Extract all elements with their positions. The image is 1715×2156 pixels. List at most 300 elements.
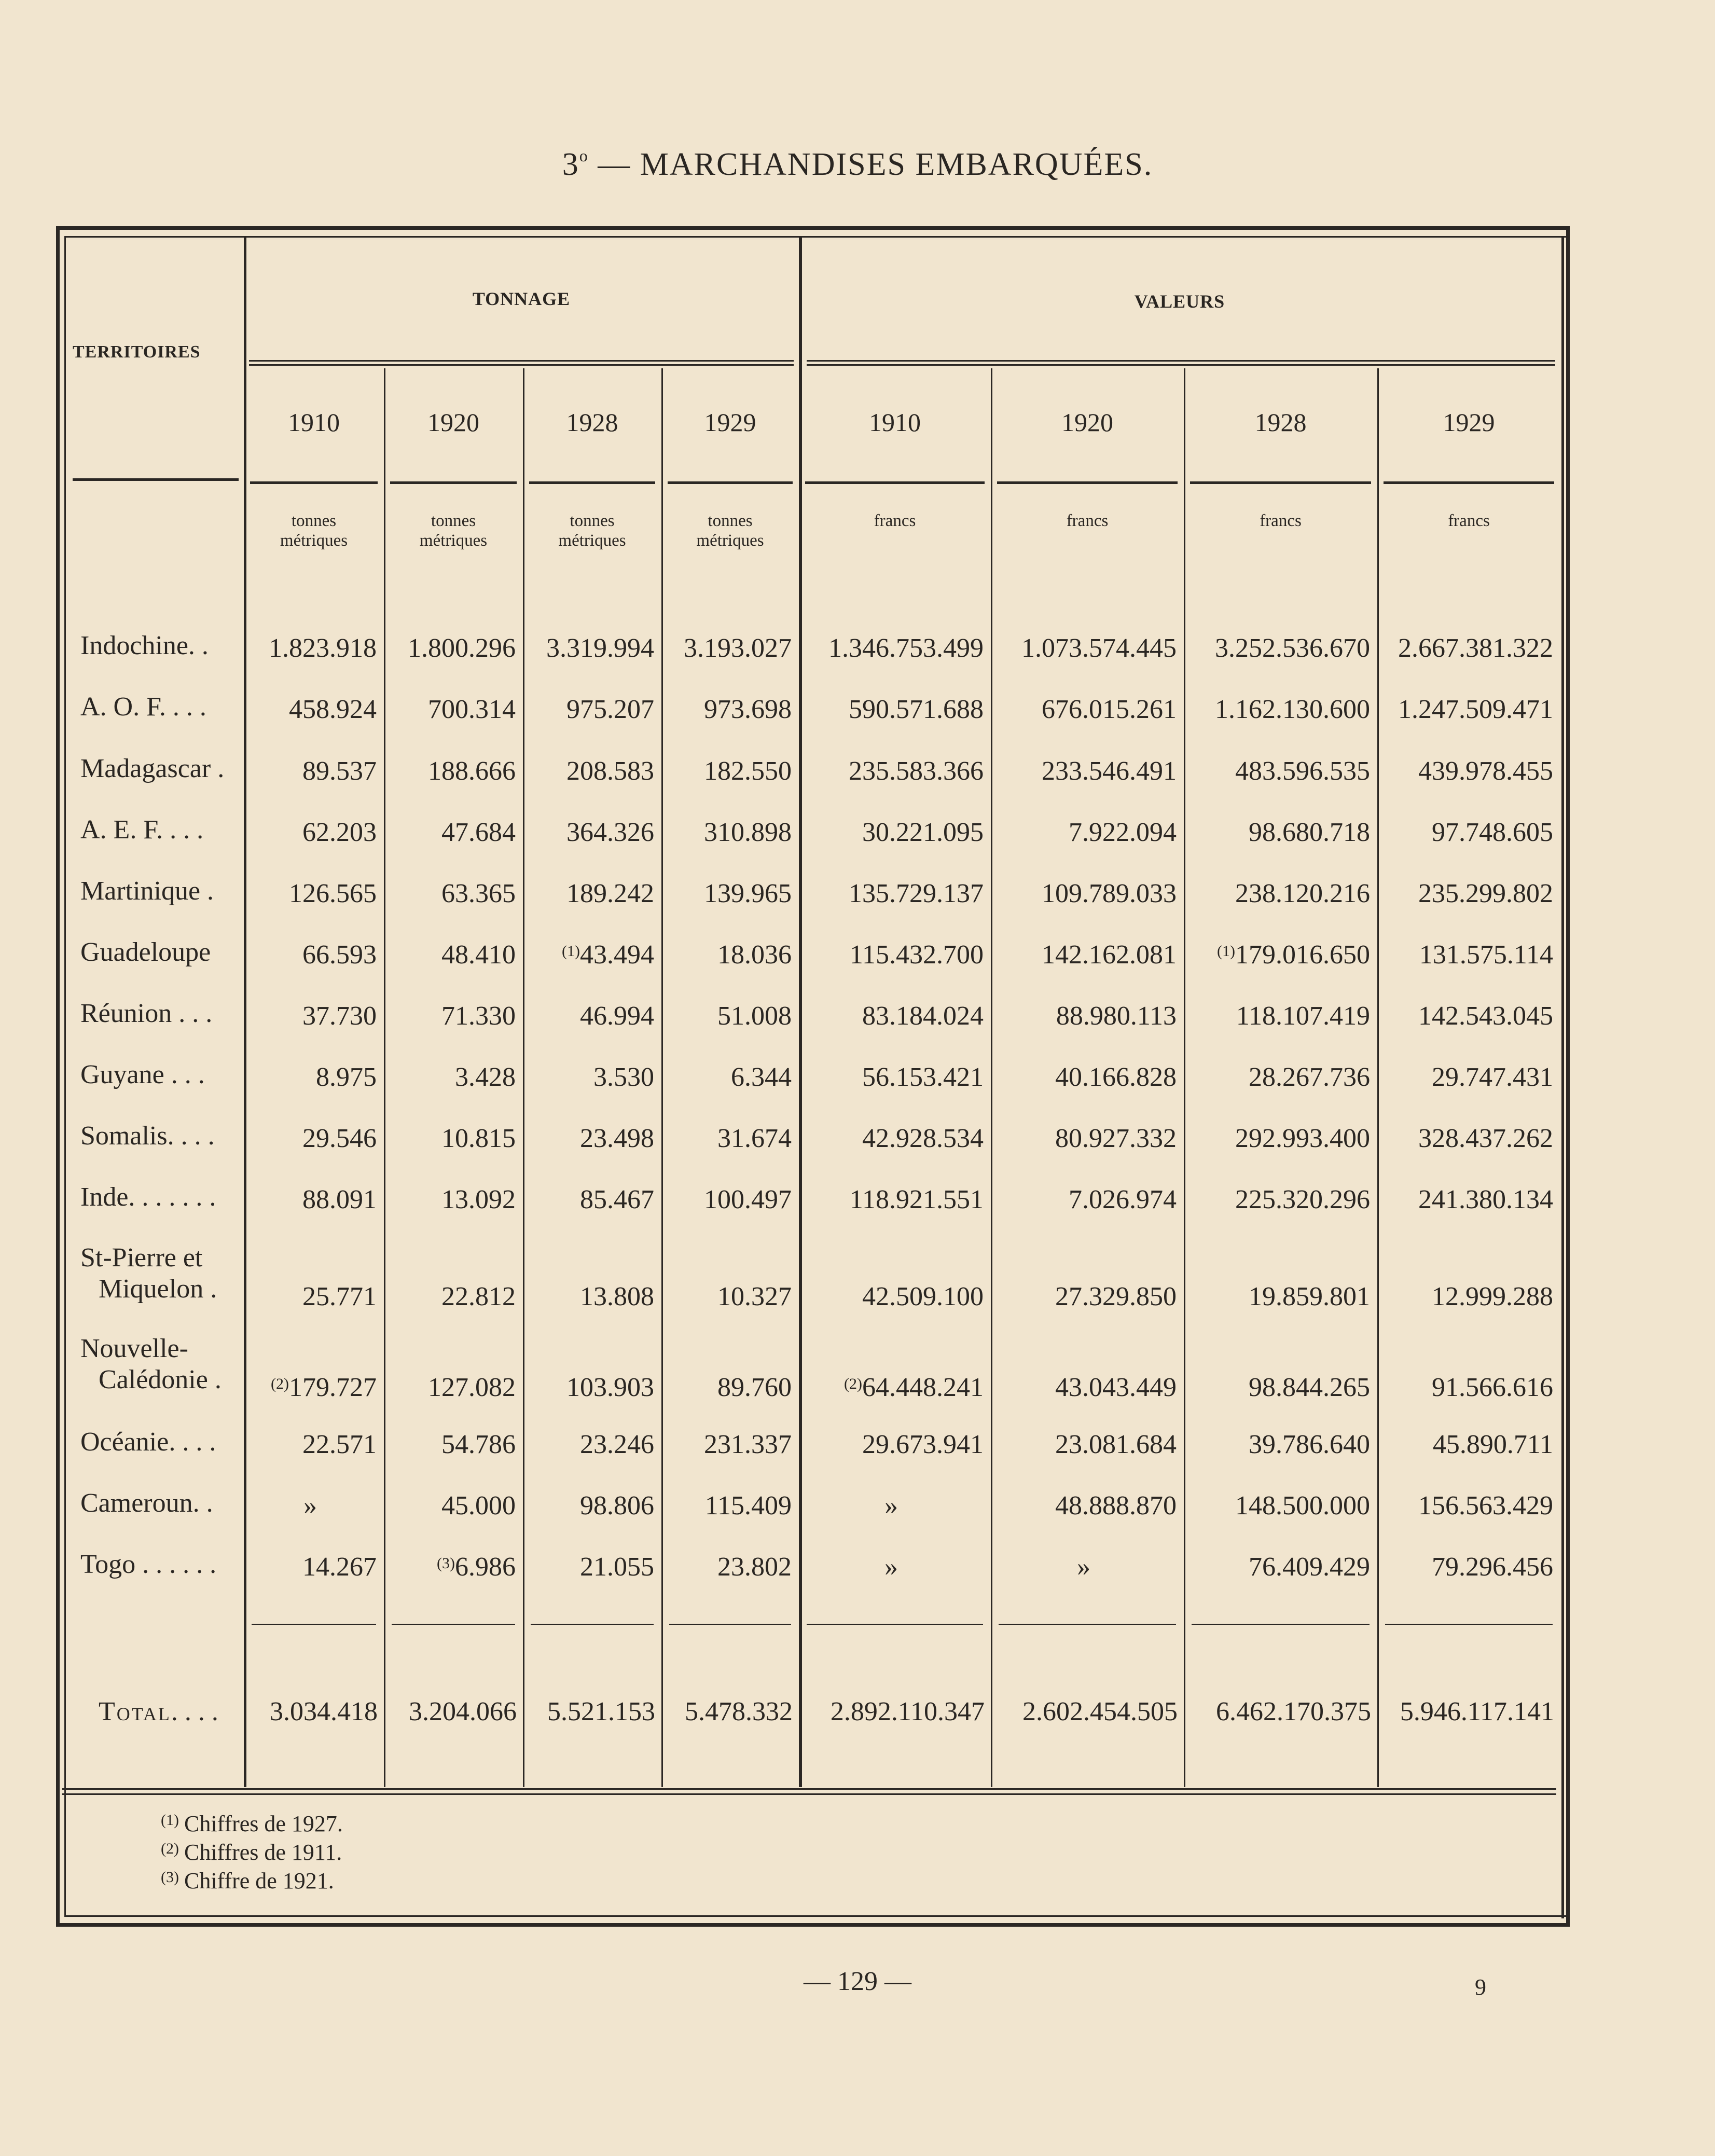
table-cell xyxy=(384,1001,516,1031)
cell-value: 6.986 xyxy=(455,1552,516,1582)
footnote-text: Chiffre de 1921. xyxy=(184,1868,334,1894)
cell-value: 25.771 xyxy=(302,1282,377,1311)
cell-value: 179.727 xyxy=(289,1373,377,1402)
cell-value: 88.091 xyxy=(302,1185,377,1214)
table-cell xyxy=(384,1429,516,1460)
cell-value: 42.928.534 xyxy=(862,1124,984,1153)
row-territory: A. O. F. . . . xyxy=(80,692,206,722)
table-cell xyxy=(384,939,516,970)
table-cell xyxy=(661,878,792,909)
cell-value: 241.380.134 xyxy=(1418,1185,1553,1214)
cell-value: 47.684 xyxy=(441,818,516,847)
row-territory: Guadeloupe xyxy=(80,937,211,967)
cell-value: 118.107.419 xyxy=(1236,1001,1370,1031)
table-cell xyxy=(523,1372,654,1403)
header-rule xyxy=(73,478,239,481)
table-cell xyxy=(991,1281,1177,1312)
table-cell xyxy=(1184,1062,1370,1093)
cell-value: 76.409.429 xyxy=(1249,1552,1370,1582)
cell-value: 22.812 xyxy=(441,1282,516,1311)
table-cell xyxy=(991,1001,1177,1031)
cell-value: 458.924 xyxy=(289,695,377,724)
header-rule xyxy=(250,481,378,484)
table-cell xyxy=(384,1372,516,1403)
table-cell xyxy=(523,1429,654,1460)
cell-value: 54.786 xyxy=(441,1430,516,1459)
header-territoires: TERRITOIRES xyxy=(73,342,201,362)
cell-value: 135.729.137 xyxy=(849,879,984,908)
cell-value: 131.575.114 xyxy=(1419,940,1553,970)
cell-value: 115.432.700 xyxy=(849,940,984,970)
cell-value: 225.320.296 xyxy=(1235,1185,1370,1214)
cell-value: 89.537 xyxy=(302,756,377,786)
cell-value: 6.344 xyxy=(731,1062,792,1092)
row-territory: Martinique . xyxy=(80,876,214,906)
cell-value: 21.055 xyxy=(580,1552,654,1582)
cell-value: 975.207 xyxy=(566,695,654,724)
table-cell xyxy=(523,756,654,786)
table-cell xyxy=(1377,1062,1553,1093)
table-cell xyxy=(991,1372,1177,1403)
cell-value: 1.162.130.600 xyxy=(1215,695,1370,724)
table-cell xyxy=(384,756,516,786)
cell-value: 1.247.509.471 xyxy=(1398,695,1553,724)
cell-value: 118.921.551 xyxy=(849,1185,984,1214)
footnote-text: Chiffres de 1911. xyxy=(184,1840,342,1865)
table-cell xyxy=(1377,817,1553,848)
cell-value: 189.242 xyxy=(566,879,654,908)
cell-value: 30.221.095 xyxy=(862,818,984,847)
cell-value: 231.337 xyxy=(704,1430,792,1459)
row-territory: Guyane . . . xyxy=(80,1060,205,1089)
table-cell xyxy=(799,1372,984,1403)
row-territory: Calédonie . xyxy=(99,1365,222,1394)
header-year: 1910 xyxy=(288,408,340,437)
table-cell xyxy=(799,1001,984,1031)
footnote-marker: (3) xyxy=(437,1555,455,1572)
cell-value: 103.903 xyxy=(566,1373,654,1402)
table-cell xyxy=(799,1281,984,1312)
table-cell xyxy=(991,1552,1177,1582)
table-cell xyxy=(244,694,377,725)
cell-value: 292.993.400 xyxy=(1235,1124,1370,1153)
cell-value: 973.698 xyxy=(704,695,792,724)
table-cell xyxy=(523,1552,654,1582)
cell-value: 51.008 xyxy=(717,1001,792,1031)
cell-value: 43.494 xyxy=(580,940,654,970)
table-cell xyxy=(523,1281,654,1312)
table-cell xyxy=(1377,1552,1553,1582)
table-cell xyxy=(799,1062,984,1093)
row-territory: Nouvelle- xyxy=(80,1334,188,1363)
cell-value: 1.346.753.499 xyxy=(828,633,984,663)
table-cell xyxy=(799,878,984,909)
cell-value: 700.314 xyxy=(428,695,516,724)
cell-value: 29.747.431 xyxy=(1432,1062,1553,1092)
table-cell xyxy=(1377,1429,1553,1460)
table-cell xyxy=(244,817,377,848)
cell-value: 156.563.429 xyxy=(1418,1491,1553,1521)
cell-value: 85.467 xyxy=(580,1185,654,1214)
table-cell xyxy=(799,1490,984,1521)
footnote-marker: (2) xyxy=(271,1375,289,1392)
row-territory: Togo . . . . . . xyxy=(80,1550,217,1579)
table-cell xyxy=(991,1123,1177,1154)
table-cell xyxy=(991,1429,1177,1460)
cell-value: 79.296.456 xyxy=(1432,1552,1553,1582)
cell-value: 43.043.449 xyxy=(1055,1373,1177,1402)
cell-value: 179.016.650 xyxy=(1235,940,1370,970)
table-cell xyxy=(384,1281,516,1312)
cell-value: » xyxy=(303,1491,317,1521)
row-territory: Océanie. . . . xyxy=(80,1427,216,1457)
table-cell xyxy=(661,1123,792,1154)
table-cell xyxy=(1377,939,1553,970)
header-unit: francs xyxy=(1260,512,1302,530)
cell-value: 142.162.081 xyxy=(1042,940,1177,970)
table-cell xyxy=(661,1281,792,1312)
cell-value: 310.898 xyxy=(704,818,792,847)
signature-mark: 9 xyxy=(1475,1974,1486,2000)
table-cell xyxy=(1377,694,1553,725)
cell-value: 12.999.288 xyxy=(1432,1282,1553,1311)
table-cell xyxy=(244,878,377,909)
table-cell xyxy=(1377,1123,1553,1154)
header-year: 1929 xyxy=(704,408,756,437)
table-cell xyxy=(661,939,792,970)
table-cell xyxy=(244,1429,377,1460)
header-valeurs: VALEURS xyxy=(1134,291,1225,312)
cell-value: 48.410 xyxy=(441,940,516,970)
total-cell: 5.521.153 xyxy=(547,1697,655,1726)
cell-value: 139.965 xyxy=(704,879,792,908)
header-unit: francs xyxy=(1448,512,1490,530)
table-cell xyxy=(384,817,516,848)
total-rule xyxy=(999,1624,1176,1625)
table-cell xyxy=(1377,756,1553,786)
table-cell xyxy=(244,1184,377,1215)
cell-value: 235.299.802 xyxy=(1418,879,1553,908)
table-cell xyxy=(384,1123,516,1154)
table-cell xyxy=(661,1429,792,1460)
footnote-marker: (2) xyxy=(844,1375,862,1392)
table-cell xyxy=(384,1552,516,1582)
table-cell xyxy=(1184,694,1370,725)
cell-value: 39.786.640 xyxy=(1249,1430,1370,1459)
cell-value: 98.806 xyxy=(580,1491,654,1521)
footnote xyxy=(161,1839,342,1865)
cell-value: 23.246 xyxy=(580,1430,654,1459)
header-unit: tonnes métriques xyxy=(558,512,626,550)
header-unit: tonnes métriques xyxy=(696,512,764,550)
footnote xyxy=(161,1868,334,1894)
header-rule xyxy=(805,481,985,484)
cell-value: 235.583.366 xyxy=(849,756,984,786)
header-unit: francs xyxy=(874,512,916,530)
table-cell xyxy=(244,939,377,970)
header-year: 1910 xyxy=(869,408,921,437)
cell-value: 29.673.941 xyxy=(862,1430,984,1459)
header-rule xyxy=(249,360,794,362)
header-year: 1929 xyxy=(1443,408,1495,437)
table-cell xyxy=(1184,633,1370,664)
cell-value: 3.428 xyxy=(455,1062,516,1092)
cell-value: 13.808 xyxy=(580,1282,654,1311)
table-cell xyxy=(1184,1184,1370,1215)
total-rule xyxy=(392,1624,515,1625)
cell-value: 364.326 xyxy=(566,818,654,847)
table-cell xyxy=(523,1490,654,1521)
table-cell xyxy=(991,694,1177,725)
header-rule xyxy=(668,481,793,484)
table-cell xyxy=(799,939,984,970)
row-territory: St-Pierre et xyxy=(80,1243,203,1273)
table-cell xyxy=(1184,878,1370,909)
page-title: 3$^o$ — MARCHANDISES EMBARQUÉES. xyxy=(562,146,1153,182)
total-cell: 6.462.170.375 xyxy=(1216,1697,1371,1726)
cell-value: 127.082 xyxy=(428,1373,516,1402)
cell-value: 676.015.261 xyxy=(1042,695,1177,724)
cell-value: 142.543.045 xyxy=(1418,1001,1553,1031)
total-rule xyxy=(1385,1624,1553,1625)
table-cell xyxy=(1377,1372,1553,1403)
table-cell xyxy=(1377,1490,1553,1521)
table-cell xyxy=(661,1490,792,1521)
cell-value: 115.409 xyxy=(704,1491,792,1521)
cell-value: 29.546 xyxy=(302,1124,377,1153)
column-rule xyxy=(1561,238,1564,1918)
table-cell xyxy=(384,633,516,664)
header-tonnage: TONNAGE xyxy=(472,288,571,309)
footnote-marker: (1) xyxy=(161,1812,179,1829)
header-rule xyxy=(249,364,794,366)
cell-value: 31.674 xyxy=(717,1124,792,1153)
table-cell xyxy=(1184,756,1370,786)
cell-value: 7.026.974 xyxy=(1069,1185,1177,1214)
table-cell xyxy=(244,1372,377,1403)
header-year: 1928 xyxy=(566,408,618,437)
cell-value: 98.844.265 xyxy=(1249,1373,1370,1402)
cell-value: 188.666 xyxy=(428,756,516,786)
cell-value: 100.497 xyxy=(704,1185,792,1214)
table-cell xyxy=(384,878,516,909)
cell-value: 40.166.828 xyxy=(1055,1062,1177,1092)
table-cell xyxy=(244,1123,377,1154)
cell-value: 89.760 xyxy=(717,1373,792,1402)
table-cell xyxy=(244,1281,377,1312)
cell-value: 2.667.381.322 xyxy=(1398,633,1553,663)
table-cell xyxy=(991,939,1177,970)
header-year: 1920 xyxy=(1061,408,1113,437)
table-cell xyxy=(991,1062,1177,1093)
cell-value: 66.593 xyxy=(302,940,377,970)
cell-value: 238.120.216 xyxy=(1235,879,1370,908)
row-territory: Somalis. . . . xyxy=(80,1121,215,1151)
cell-value: » xyxy=(1077,1552,1090,1582)
cell-value: 91.566.616 xyxy=(1432,1373,1553,1402)
header-unit: tonnes métriques xyxy=(280,512,348,550)
cell-value: 27.329.850 xyxy=(1055,1282,1177,1311)
table-cell xyxy=(1184,1490,1370,1521)
table-cell xyxy=(244,1490,377,1521)
cell-value: 328.437.262 xyxy=(1418,1124,1553,1153)
cell-value: 71.330 xyxy=(441,1001,516,1031)
footnote xyxy=(161,1811,343,1837)
table-cell xyxy=(991,756,1177,786)
table-cell xyxy=(661,1062,792,1093)
table-cell xyxy=(244,756,377,786)
cell-value: 62.203 xyxy=(302,818,377,847)
table-cell xyxy=(384,1490,516,1521)
table-cell xyxy=(384,1184,516,1215)
page-number: — 129 — xyxy=(804,1967,911,1996)
header-rule xyxy=(1190,481,1371,484)
table-cell xyxy=(1184,1001,1370,1031)
cell-value: 14.267 xyxy=(302,1552,377,1582)
header-rule xyxy=(807,360,1555,362)
cell-value: 23.498 xyxy=(580,1124,654,1153)
cell-value: 3.252.536.670 xyxy=(1215,633,1370,663)
table-cell xyxy=(661,817,792,848)
table-cell xyxy=(523,878,654,909)
table-cell xyxy=(661,633,792,664)
row-territory: Miquelon . xyxy=(99,1274,217,1304)
cell-value: 45.890.711 xyxy=(1432,1430,1553,1459)
footnote-marker: (1) xyxy=(562,943,580,960)
table-cell xyxy=(661,1001,792,1031)
table-cell xyxy=(384,1062,516,1093)
total-cell: 3.034.418 xyxy=(270,1697,378,1726)
table-bottom-rule xyxy=(62,1793,1556,1795)
cell-value: 45.000 xyxy=(441,1491,516,1521)
cell-value: 28.267.736 xyxy=(1249,1062,1370,1092)
total-label-dots: . . . . xyxy=(171,1697,218,1726)
total-rule xyxy=(1192,1624,1370,1625)
cell-value: 23.081.684 xyxy=(1055,1430,1177,1459)
table-cell xyxy=(991,633,1177,664)
row-territory: Cameroun. . xyxy=(80,1488,213,1518)
table-cell xyxy=(1377,878,1553,909)
total-cell: 5.946.117.141 xyxy=(1400,1697,1554,1726)
table-cell xyxy=(661,1184,792,1215)
row-territory: Réunion . . . xyxy=(80,999,213,1028)
header-rule xyxy=(807,364,1555,366)
table-cell xyxy=(1184,1123,1370,1154)
footnote-marker: (1) xyxy=(1217,943,1235,960)
cell-value: 97.748.605 xyxy=(1432,818,1553,847)
footnote-marker: (2) xyxy=(161,1840,179,1857)
table-cell xyxy=(799,756,984,786)
table-cell xyxy=(1184,1372,1370,1403)
cell-value: 126.565 xyxy=(289,879,377,908)
cell-value: 63.365 xyxy=(441,879,516,908)
cell-value: 23.802 xyxy=(717,1552,792,1582)
table-cell xyxy=(1184,1281,1370,1312)
total-label-text: Total xyxy=(99,1697,171,1726)
cell-value: 56.153.421 xyxy=(862,1062,984,1092)
table-cell xyxy=(244,1001,377,1031)
footnote-marker: (3) xyxy=(161,1869,179,1886)
header-rule xyxy=(529,481,655,484)
cell-value: 46.994 xyxy=(580,1001,654,1031)
table-cell xyxy=(523,939,654,970)
cell-value: 590.571.688 xyxy=(849,695,984,724)
table-cell xyxy=(384,694,516,725)
cell-value: 80.927.332 xyxy=(1055,1124,1177,1153)
table-cell xyxy=(1377,1281,1553,1312)
cell-value: 83.184.024 xyxy=(862,1001,984,1031)
total-cell: 3.204.066 xyxy=(409,1697,517,1726)
total-rule xyxy=(807,1624,983,1625)
table-cell xyxy=(661,1372,792,1403)
table-cell xyxy=(1377,633,1553,664)
cell-value: 98.680.718 xyxy=(1249,818,1370,847)
cell-value: 208.583 xyxy=(566,756,654,786)
cell-value: 3.193.027 xyxy=(684,633,792,663)
total-cell: 2.602.454.505 xyxy=(1022,1697,1178,1726)
table-cell xyxy=(244,1552,377,1582)
total-rule xyxy=(531,1624,654,1625)
cell-value: 7.922.094 xyxy=(1069,818,1177,847)
table-cell xyxy=(1184,939,1370,970)
header-year: 1928 xyxy=(1254,408,1307,437)
cell-value: 18.036 xyxy=(717,940,792,970)
cell-value: 439.978.455 xyxy=(1418,756,1553,786)
cell-value: 88.980.113 xyxy=(1056,1001,1177,1031)
cell-value: 148.500.000 xyxy=(1235,1491,1370,1521)
table-cell xyxy=(661,694,792,725)
header-rule xyxy=(390,481,517,484)
cell-value: 64.448.241 xyxy=(862,1373,984,1402)
table-cell xyxy=(244,1062,377,1093)
cell-value: 42.509.100 xyxy=(862,1282,984,1311)
cell-value: » xyxy=(884,1491,898,1521)
table-cell xyxy=(799,1184,984,1215)
header-year: 1920 xyxy=(427,408,479,437)
table-cell xyxy=(523,694,654,725)
cell-value: 3.319.994 xyxy=(546,633,654,663)
table-cell xyxy=(799,817,984,848)
header-rule xyxy=(1384,481,1554,484)
header-unit: tonnes métriques xyxy=(419,512,488,550)
total-rule xyxy=(252,1624,376,1625)
cell-value: » xyxy=(884,1552,898,1582)
cell-value: 109.789.033 xyxy=(1042,879,1177,908)
table-cell xyxy=(1377,1184,1553,1215)
total-cell: 5.478.332 xyxy=(685,1697,793,1726)
table-cell xyxy=(523,1062,654,1093)
table-cell xyxy=(661,1552,792,1582)
cell-value: 1.073.574.445 xyxy=(1021,633,1177,663)
table-cell xyxy=(523,633,654,664)
table-cell xyxy=(523,1123,654,1154)
table-cell xyxy=(799,694,984,725)
cell-value: 19.859.801 xyxy=(1249,1282,1370,1311)
footnote-text: Chiffres de 1927. xyxy=(184,1811,343,1836)
table-cell xyxy=(523,817,654,848)
cell-value: 37.730 xyxy=(302,1001,377,1031)
table-bottom-rule xyxy=(62,1788,1556,1790)
cell-value: 13.092 xyxy=(441,1185,516,1214)
row-territory: A. E. F. . . . xyxy=(80,815,204,845)
cell-value: 1.823.918 xyxy=(269,633,377,663)
table-cell xyxy=(799,633,984,664)
cell-value: 1.800.296 xyxy=(408,633,516,663)
row-territory: Inde. . . . . . . xyxy=(80,1182,216,1212)
cell-value: 8.975 xyxy=(316,1062,377,1092)
cell-value: 10.327 xyxy=(717,1282,792,1311)
table-cell xyxy=(1377,1001,1553,1031)
